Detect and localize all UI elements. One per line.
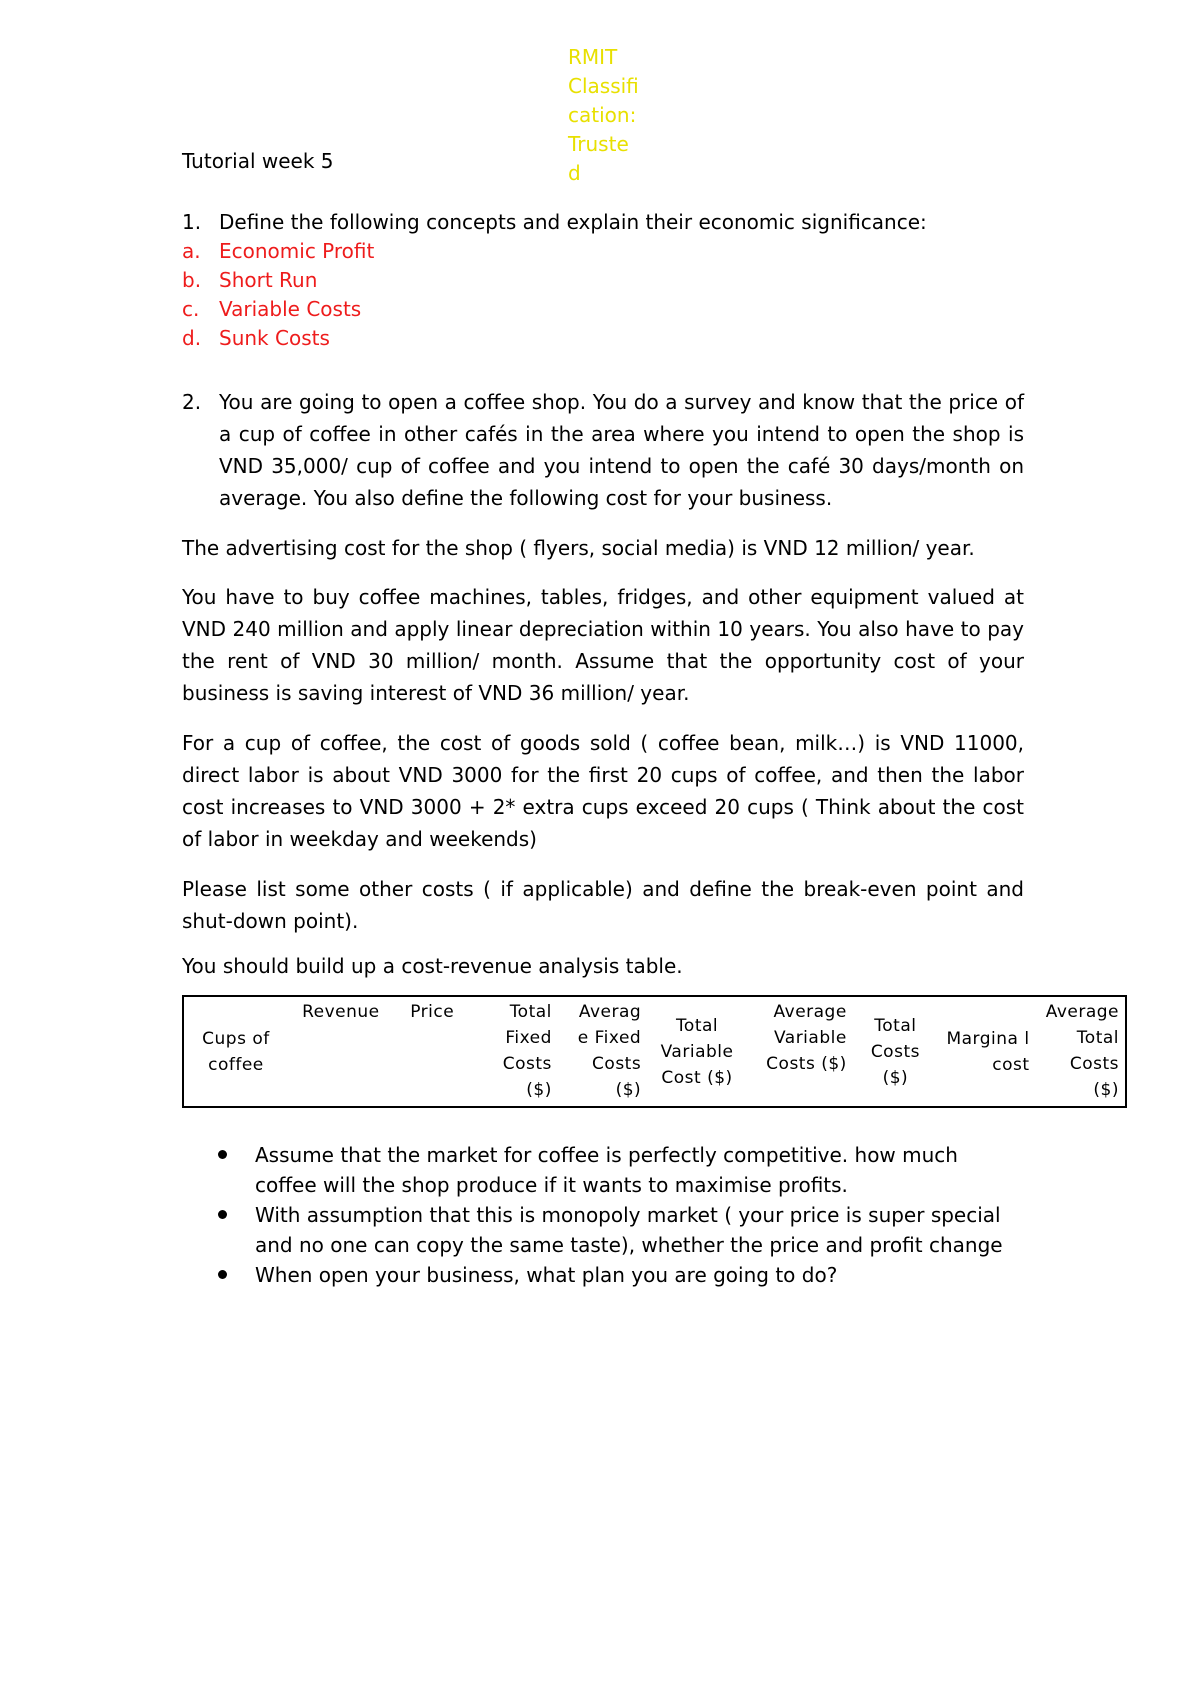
- discussion-bullets: [216, 1140, 1016, 1290]
- classification-line: Classifi: [568, 74, 639, 98]
- header-cups-of-coffee: Cups of coffee: [202, 1028, 270, 1075]
- question-number: 2.: [182, 390, 202, 414]
- bullet-text: Assume that the market for coffee is perfectly competitive. how much coffee will the shop produce if it wants to maximise profits.: [255, 1143, 958, 1197]
- item-text: Economic Profit: [219, 239, 375, 263]
- header-revenue: Revenue: [302, 1002, 380, 1022]
- advertising-paragraph: The advertising cost for the shop ( flyers, social media) is VND 12 million/ year.: [182, 536, 975, 560]
- bullet-text: With assumption that this is monopoly market ( your price is super special and no one can copy the same taste), whether the price and profit change: [255, 1203, 1003, 1257]
- header-total-fixed-costs: Total Fixed Costs ($): [502, 1002, 552, 1100]
- classification-label: [568, 43, 648, 188]
- table-intro-paragraph: You should build up a cost-revenue analysis table.: [182, 954, 683, 978]
- classification-line: d: [568, 161, 581, 185]
- header-total-costs: Total Costs ($): [870, 1015, 920, 1088]
- bullet-dot-icon: [216, 1140, 255, 1200]
- concept-item: [182, 266, 1032, 295]
- cogs-paragraph: For a cup of coffee, the cost of goods sold ( coffee bean, milk…) is VND 11000, direct labor is about VND 3000 for the first 20 cups of coffee, and then the labor cost increases to VND 3000 + 2* extra cups exceed 20 cups ( Think about the cost of labor in weekday and weekends): [182, 731, 1024, 851]
- header-price: Price: [410, 1002, 455, 1022]
- item-letter: c.: [182, 297, 200, 321]
- question-1: [182, 208, 1032, 353]
- concept-item: [182, 324, 1032, 353]
- cost-revenue-table: [182, 995, 1127, 1108]
- item-text: Variable Costs: [219, 297, 362, 321]
- document-title: Tutorial week 5: [182, 149, 334, 173]
- header-average-fixed-costs: Averag e Fixed Costs ($): [577, 1002, 642, 1100]
- item-text: Short Run: [219, 268, 318, 292]
- question-2: [182, 386, 1024, 514]
- header-marginal-cost: Margina l cost: [946, 1028, 1030, 1075]
- table-header-row: [183, 996, 1126, 1107]
- item-text: Sunk Costs: [219, 326, 330, 350]
- concept-item: [182, 237, 1032, 266]
- question-1-prompt: [182, 208, 1032, 237]
- classification-line: cation:: [568, 103, 637, 127]
- bullet-item: [216, 1260, 1016, 1290]
- classification-line: RMIT: [568, 45, 618, 69]
- equipment-paragraph: You have to buy coffee machines, tables, fridges, and other equipment valued at VND 240 million and apply linear depreciation within 10 years. You also have to pay the rent of VND 30 million/ month. Assume that the opportunity cost of your business is saving interest of VND 36 million/ year.: [182, 585, 1024, 705]
- concept-item: [182, 295, 1032, 324]
- question-2-prompt: [182, 386, 1024, 514]
- question-text: You are going to open a coffee shop. You do a survey and know that the price of a cup of coffee in other cafés in the area where you intend to open the shop is VND 35,000/ cup of coffee and you intend to open the café 30 days/month on average. You also define the following cost for your business.: [219, 390, 1024, 510]
- bullet-text: When open your business, what plan you are going to do?: [255, 1263, 838, 1287]
- header-average-total-costs: Average Total Costs ($): [1045, 1002, 1119, 1100]
- item-letter: d.: [182, 326, 202, 350]
- bullet-dot-icon: [216, 1200, 255, 1260]
- classification-line: Truste: [568, 132, 629, 156]
- bullet-item: [216, 1140, 1016, 1200]
- header-total-variable-cost: Total Variable Cost ($): [660, 1015, 734, 1088]
- question-number: 1.: [182, 210, 202, 234]
- bullet-item: [216, 1200, 1016, 1260]
- item-letter: b.: [182, 268, 202, 292]
- item-letter: a.: [182, 239, 201, 263]
- bullet-dot-icon: [216, 1260, 255, 1290]
- question-text: Define the following concepts and explain their economic significance:: [219, 210, 927, 234]
- header-average-variable-costs: Average Variable Costs ($): [766, 1002, 847, 1074]
- other-costs-paragraph: Please list some other costs ( if applicable) and define the break-even point and shut-down point).: [182, 877, 1024, 933]
